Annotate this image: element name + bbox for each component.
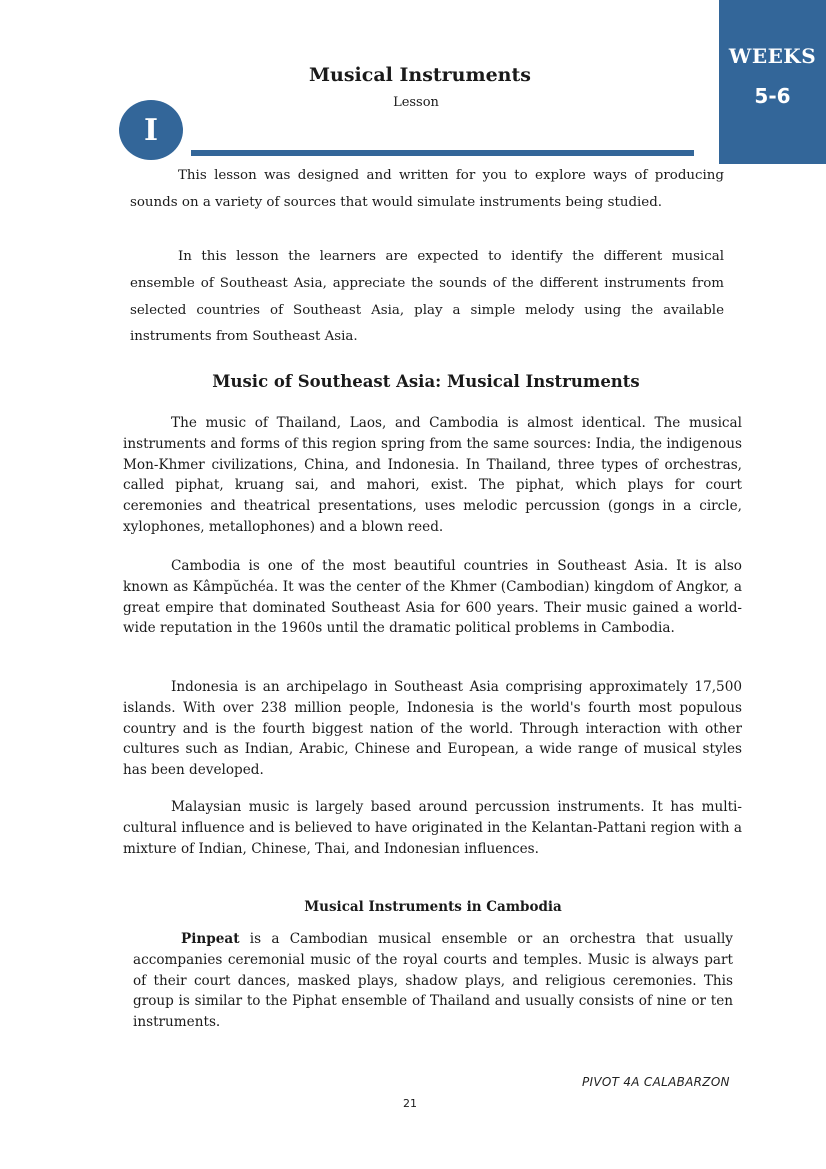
section-paragraph-thailand: The music of Thailand, Laos, and Cambodia is almost identical. The musical instruments and forms of this region spring from the same sources: India, the indigenous Mon-Khmer civilizations, China, and Indonesia. In Thailand, three types of orchestras, called piphat, kruang sai, and mahori, exist. The piphat, which plays for court ceremonies and theatrical presentations, uses melodic percussion (gongs in a circle, xylophones, metallophones) and a blown reed. — [123, 415, 742, 535]
section-paragraph-cambodia: Cambodia is one of the most beautiful countries in Southeast Asia. It is also known as Kâmpŭchéa. It was the center of the Khmer (Cambodian) kingdom of Angkor, a great empire that dominated Southeast Asia for 600 years. Their music gained a world-wide reputation in the 1960s until the dramatic political problems in Cambodia. — [123, 558, 742, 637]
intro-paragraph-2: In this lesson the learners are expected to identify the different musical ensemble of Southeast Asia, appreciate the sounds of the different instruments from selected countries of Southeast Asia, play a simple melody using the available instruments from Southeast Asia. — [130, 249, 724, 345]
pinpeat-term: Pinpeat — [181, 931, 240, 947]
section-marker: I — [143, 112, 159, 148]
page-title: Musical Instruments — [309, 64, 531, 86]
page-number: 21 — [403, 1097, 417, 1110]
section-marker-badge — [119, 100, 183, 160]
cambodia-heading: Musical Instruments in Cambodia — [304, 899, 562, 915]
weeks-range: 5-6 — [754, 84, 791, 108]
section-paragraph-malaysia: Malaysian music is largely based around percussion instruments. It has multi-cultural influence and is believed to have originated in the Kelantan-Pattani region with a mixture of Indian, Chinese, Thai, and Indonesian influences. — [123, 799, 742, 857]
page-subtitle: Lesson — [393, 95, 439, 110]
header-divider — [191, 150, 694, 156]
pinpeat-description: is a Cambodian musical ensemble or an orchestra that usually accompanies ceremonial music of the royal courts and temples. Music is always part of their court dances, masked plays, shadow plays, and religious ceremonies. This group is similar to the Piphat ensemble of Thailand and usually consists of nine or ten instruments. — [133, 931, 733, 1031]
intro-paragraph-1: This lesson was designed and written for you to explore ways of producing sounds on a variety of sources that would simulate instruments being studied. — [130, 168, 724, 210]
cambodia-paragraph — [133, 929, 733, 1033]
section-paragraph-indonesia: Indonesia is an archipelago in Southeast Asia comprising approximately 17,500 islands. With over 238 million people, Indonesia is the world's fourth most populous country and is the fourth biggest nation of the world. Through interaction with other cultures such as Indian, Arabic, Chinese and European, a wide range of musical styles has been developed. — [123, 679, 742, 779]
footer-source: PIVOT 4A CALABARZON — [582, 1075, 730, 1089]
weeks-label: WEEKS — [728, 44, 817, 68]
section-heading: Music of Southeast Asia: Musical Instruments — [212, 372, 640, 391]
